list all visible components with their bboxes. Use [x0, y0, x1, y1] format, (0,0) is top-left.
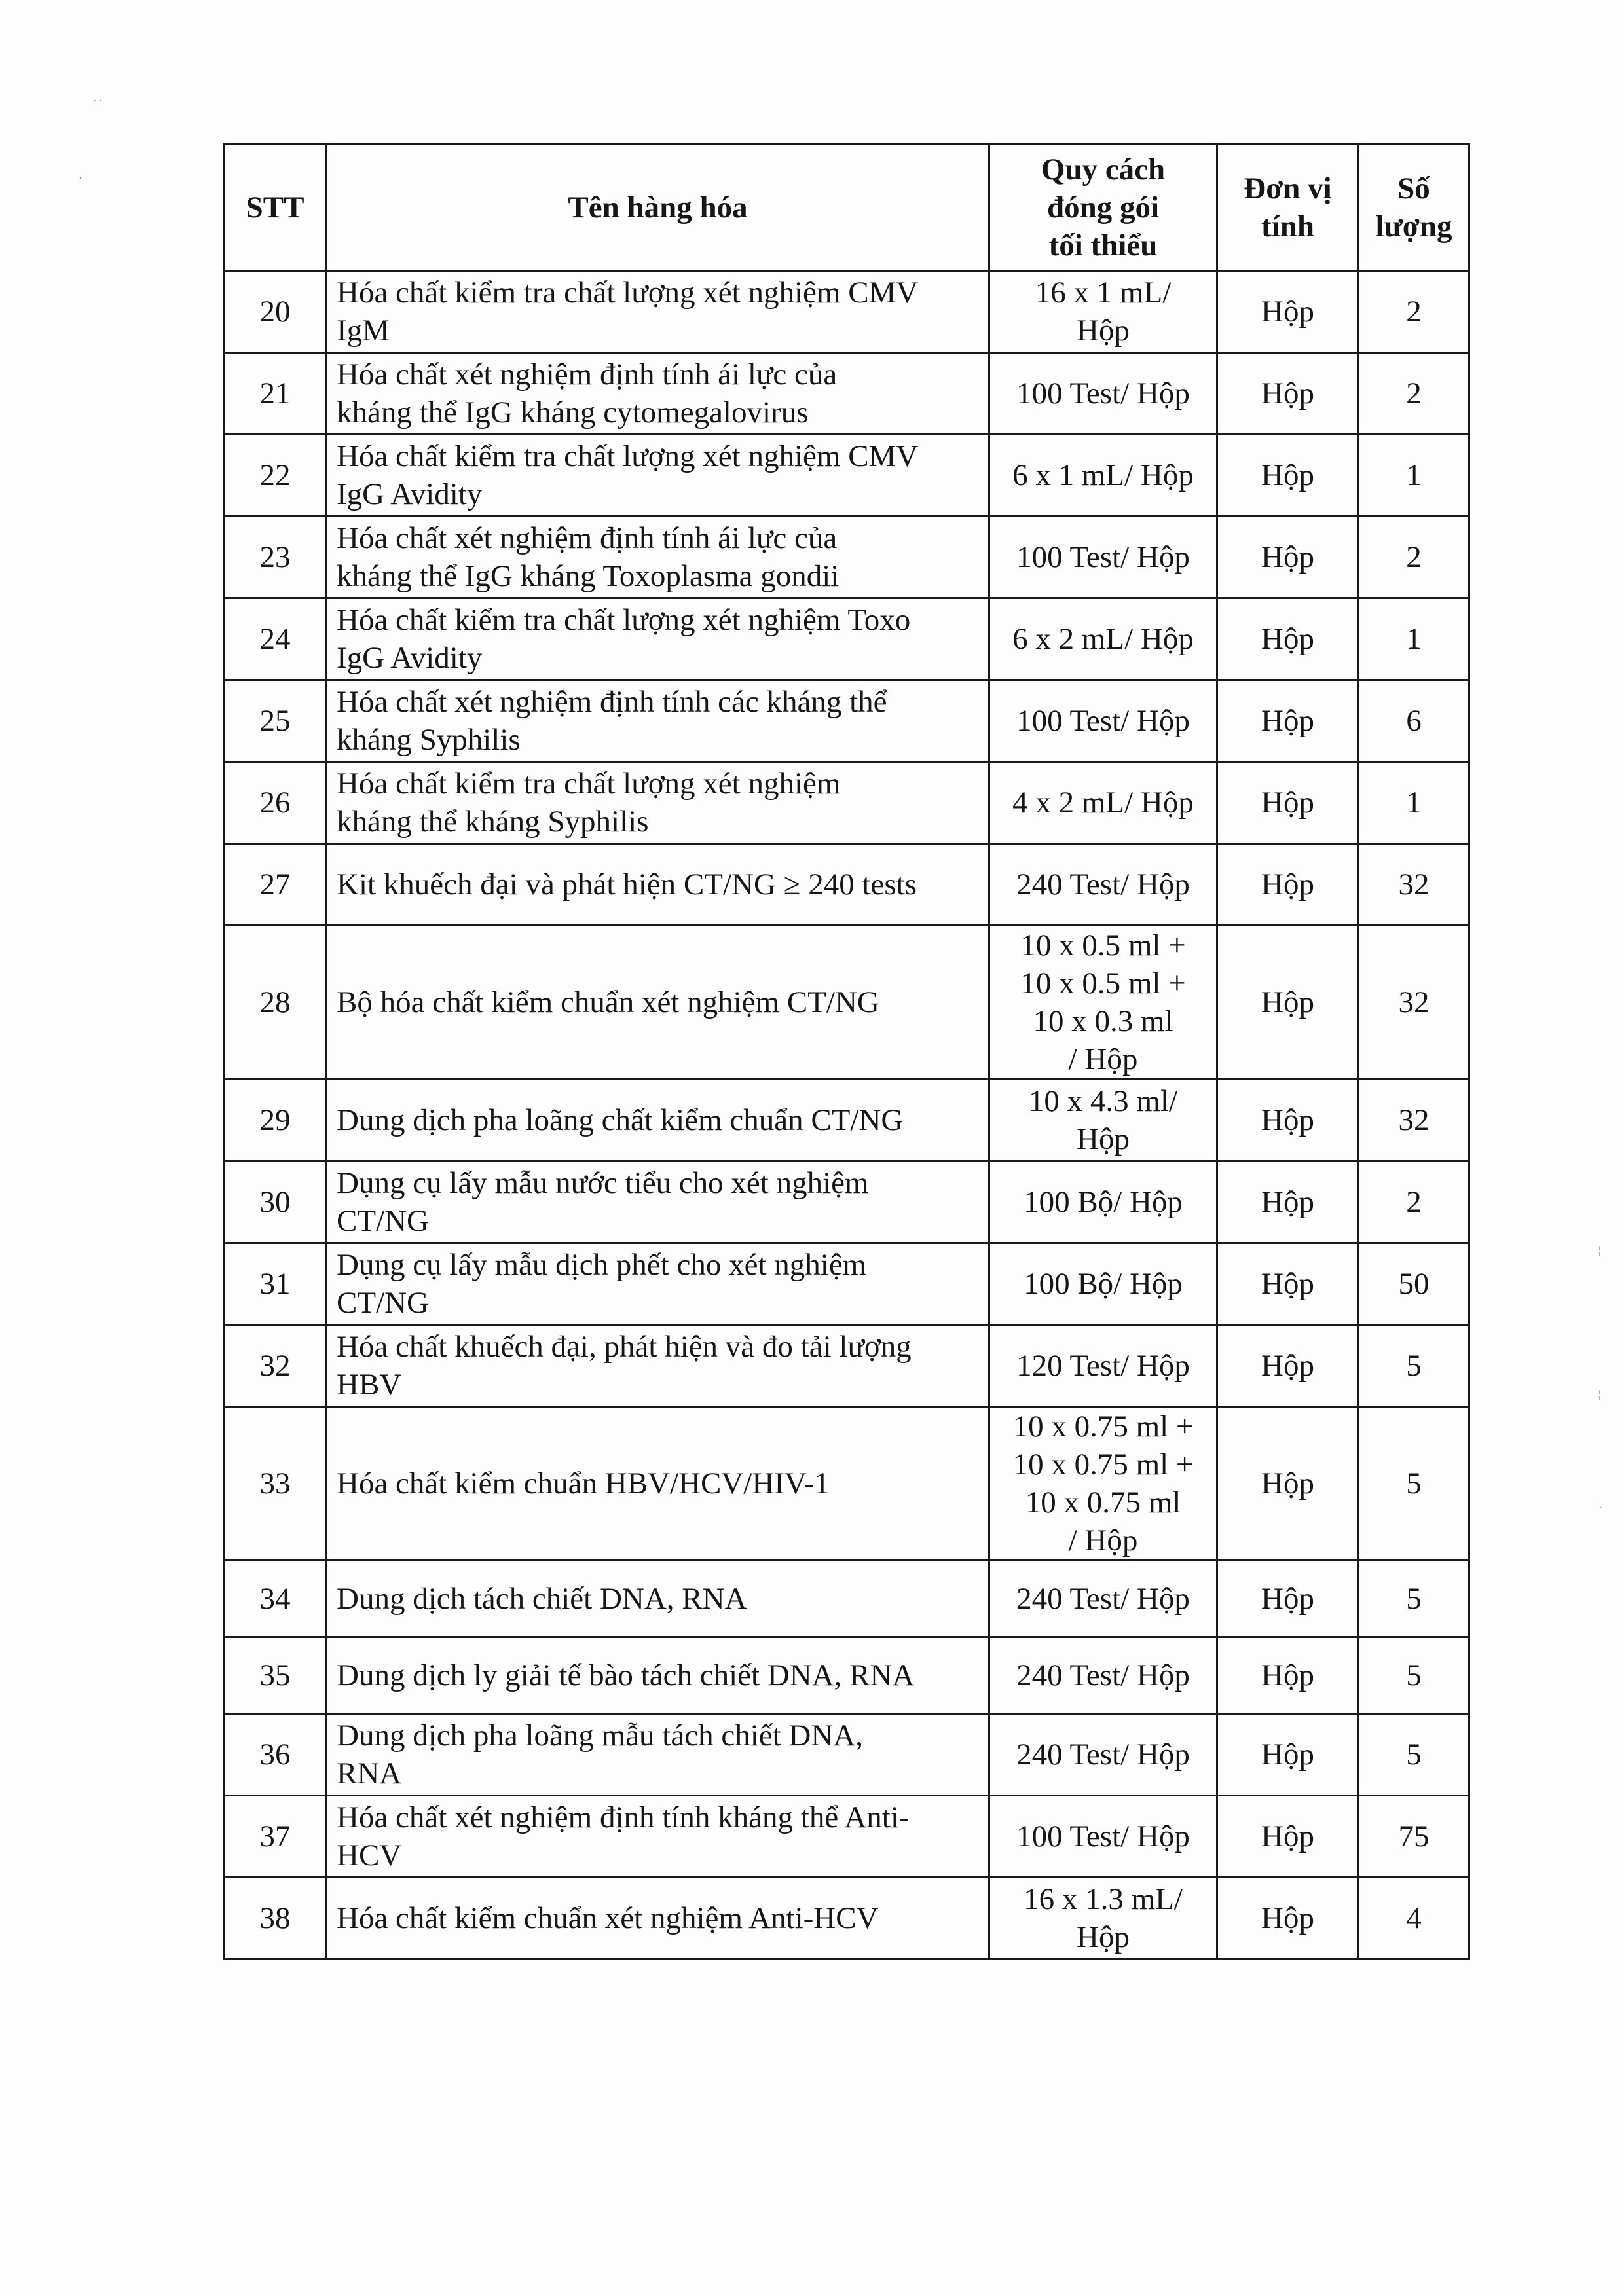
header-unit: Đơn vị tính — [1217, 144, 1359, 271]
row-packaging-text: 4 x 2 mL/ Hộp — [1012, 786, 1194, 820]
row-name-cell — [327, 926, 989, 1080]
row-unit-text: Hộp — [1261, 458, 1314, 492]
row-quantity-text: 5 — [1406, 1467, 1422, 1501]
row-unit-cell — [1217, 1561, 1359, 1637]
table-body — [224, 271, 1469, 1959]
row-name-text: Kit khuếch đại và phát hiện CT/NG ≥ 240 tests — [337, 867, 917, 902]
table-row — [224, 1325, 1469, 1407]
row-quantity-text: 6 — [1406, 704, 1422, 738]
table-row — [224, 1878, 1469, 1959]
row-quantity-cell — [1359, 844, 1469, 926]
row-packaging-cell — [989, 1161, 1217, 1243]
row-stt-cell — [224, 353, 327, 435]
row-name-cell — [327, 271, 989, 353]
row-stt-cell — [224, 435, 327, 517]
row-stt-text: 30 — [259, 1185, 291, 1219]
row-name-cell — [327, 353, 989, 435]
row-quantity-text: 1 — [1406, 786, 1422, 820]
row-name-cell — [327, 844, 989, 926]
table-row — [224, 1161, 1469, 1243]
table-row — [224, 353, 1469, 435]
row-stt-cell — [224, 844, 327, 926]
table-row — [224, 680, 1469, 762]
row-stt-text: 20 — [259, 295, 291, 329]
row-unit-text: Hộp — [1261, 1901, 1314, 1935]
row-quantity-text: 32 — [1398, 867, 1430, 902]
row-quantity-cell — [1359, 1407, 1469, 1561]
row-quantity-text: 1 — [1406, 458, 1422, 492]
table-row — [224, 271, 1469, 353]
row-stt-cell — [224, 926, 327, 1080]
row-packaging-text: 240 Test/ Hộp — [1016, 1582, 1190, 1616]
row-unit-cell — [1217, 844, 1359, 926]
row-packaging-cell — [989, 844, 1217, 926]
row-unit-cell — [1217, 926, 1359, 1080]
row-stt-text: 34 — [259, 1582, 291, 1616]
table-row — [224, 1561, 1469, 1637]
row-quantity-text: 32 — [1398, 985, 1430, 1019]
row-quantity-text: 5 — [1406, 1349, 1422, 1383]
table-header-row — [224, 144, 1469, 271]
row-stt-cell — [224, 1407, 327, 1561]
row-unit-cell — [1217, 1878, 1359, 1959]
row-quantity-text: 2 — [1406, 1185, 1422, 1219]
row-name-text: Dung dịch tách chiết DNA, RNA — [337, 1582, 747, 1616]
row-name-text: Hóa chất kiểm tra chất lượng xét nghiệm CMV IgG Avidity — [337, 439, 919, 511]
row-quantity-cell — [1359, 1878, 1469, 1959]
row-quantity-cell — [1359, 1243, 1469, 1325]
row-name-text: Dụng cụ lấy mẫu dịch phết cho xét nghiệm CT/NG — [337, 1248, 867, 1320]
row-name-cell — [327, 435, 989, 517]
row-name-text: Hóa chất khuếch đại, phát hiện và đo tải lượng HBV — [337, 1330, 912, 1402]
row-quantity-cell — [1359, 271, 1469, 353]
row-stt-cell — [224, 1714, 327, 1796]
row-stt-text: 33 — [259, 1467, 291, 1501]
row-name-cell — [327, 680, 989, 762]
header-stt: STT — [224, 144, 327, 271]
row-quantity-text: 32 — [1398, 1103, 1430, 1137]
row-name-text: Hóa chất kiểm chuẩn xét nghiệm Anti-HCV — [337, 1901, 879, 1935]
row-packaging-text: 240 Test/ Hộp — [1016, 1738, 1190, 1772]
row-quantity-text: 75 — [1398, 1819, 1430, 1853]
row-packaging-text: 100 Bộ/ Hộp — [1024, 1267, 1183, 1301]
row-unit-text: Hộp — [1261, 295, 1314, 329]
scan-speck: · — [79, 172, 83, 185]
row-quantity-cell — [1359, 762, 1469, 844]
row-unit-text: Hộp — [1261, 1582, 1314, 1616]
table-row — [224, 762, 1469, 844]
row-quantity-cell — [1359, 1561, 1469, 1637]
row-name-text: Dung dịch pha loãng chất kiểm chuẩn CT/NG — [337, 1103, 904, 1137]
row-unit-cell — [1217, 435, 1359, 517]
row-packaging-cell — [989, 1325, 1217, 1407]
row-stt-cell — [224, 1561, 327, 1637]
row-stt-cell — [224, 598, 327, 680]
row-unit-cell — [1217, 1243, 1359, 1325]
row-unit-cell — [1217, 1161, 1359, 1243]
row-quantity-text: 4 — [1406, 1901, 1422, 1935]
row-name-text: Hóa chất kiểm tra chất lượng xét nghiệm Toxo IgG Avidity — [337, 603, 911, 675]
row-unit-cell — [1217, 598, 1359, 680]
row-packaging-cell — [989, 762, 1217, 844]
row-quantity-cell — [1359, 598, 1469, 680]
row-stt-cell — [224, 1325, 327, 1407]
row-quantity-cell — [1359, 1796, 1469, 1878]
row-quantity-cell — [1359, 435, 1469, 517]
row-stt-text: 21 — [259, 376, 291, 410]
goods-table — [223, 143, 1470, 1960]
table-row — [224, 1407, 1469, 1561]
row-quantity-cell — [1359, 680, 1469, 762]
row-quantity-text: 50 — [1398, 1267, 1430, 1301]
row-unit-text: Hộp — [1261, 1738, 1314, 1772]
row-stt-cell — [224, 517, 327, 598]
row-packaging-cell — [989, 598, 1217, 680]
row-name-cell — [327, 1714, 989, 1796]
table-row — [224, 517, 1469, 598]
row-packaging-text: 100 Test/ Hộp — [1016, 704, 1190, 738]
row-stt-cell — [224, 1796, 327, 1878]
header-quantity: Số lượng — [1359, 144, 1469, 271]
row-unit-text: Hộp — [1261, 1267, 1314, 1301]
row-stt-text: 31 — [259, 1267, 291, 1301]
table-row — [224, 1637, 1469, 1714]
table-row — [224, 844, 1469, 926]
row-unit-cell — [1217, 1637, 1359, 1714]
scan-speck: ˙˙ — [92, 98, 103, 112]
row-name-cell — [327, 1325, 989, 1407]
row-stt-cell — [224, 762, 327, 844]
row-stt-text: 29 — [259, 1103, 291, 1137]
row-packaging-text: 16 x 1.3 mL/ Hộp — [1024, 1882, 1183, 1954]
table-row — [224, 1080, 1469, 1161]
scan-speck: ˙ — [1598, 1506, 1604, 1520]
row-name-text: Hóa chất xét nghiệm định tính ái lực của kháng thể IgG kháng cytomegalovirus — [337, 357, 838, 429]
row-unit-cell — [1217, 762, 1359, 844]
row-quantity-text: 5 — [1406, 1582, 1422, 1616]
row-stt-cell — [224, 271, 327, 353]
row-quantity-text: 5 — [1406, 1658, 1422, 1692]
row-unit-cell — [1217, 1325, 1359, 1407]
row-quantity-cell — [1359, 926, 1469, 1080]
row-unit-text: Hộp — [1261, 1819, 1314, 1853]
row-quantity-cell — [1359, 1325, 1469, 1407]
row-packaging-cell — [989, 1080, 1217, 1161]
row-stt-cell — [224, 1878, 327, 1959]
row-quantity-cell — [1359, 517, 1469, 598]
row-packaging-cell — [989, 271, 1217, 353]
row-stt-cell — [224, 1161, 327, 1243]
row-name-text: Hóa chất kiểm tra chất lượng xét nghiệm CMV IgM — [337, 276, 919, 348]
row-packaging-cell — [989, 353, 1217, 435]
row-packaging-cell — [989, 517, 1217, 598]
table-row — [224, 435, 1469, 517]
table-row — [224, 1243, 1469, 1325]
row-stt-text: 32 — [259, 1349, 291, 1383]
row-packaging-text: 100 Test/ Hộp — [1016, 376, 1190, 410]
row-packaging-cell — [989, 680, 1217, 762]
row-packaging-cell — [989, 435, 1217, 517]
row-stt-text: 23 — [259, 540, 291, 574]
row-packaging-text: 10 x 0.5 ml + 10 x 0.5 ml + 10 x 0.3 ml / Hộp — [1020, 928, 1186, 1076]
row-unit-text: Hộp — [1261, 985, 1314, 1019]
row-packaging-text: 240 Test/ Hộp — [1016, 1658, 1190, 1692]
row-name-cell — [327, 1878, 989, 1959]
row-stt-text: 27 — [259, 867, 291, 902]
row-quantity-text: 2 — [1406, 295, 1422, 329]
row-stt-text: 35 — [259, 1658, 291, 1692]
row-packaging-cell — [989, 1407, 1217, 1561]
table-row — [224, 598, 1469, 680]
row-unit-text: Hộp — [1261, 1467, 1314, 1501]
row-quantity-text: 5 — [1406, 1738, 1422, 1772]
row-stt-text: 37 — [259, 1819, 291, 1853]
row-packaging-text: 10 x 4.3 ml/ Hộp — [1028, 1084, 1178, 1156]
row-quantity-cell — [1359, 1637, 1469, 1714]
row-stt-text: 28 — [259, 985, 291, 1019]
row-quantity-text: 1 — [1406, 622, 1422, 656]
row-name-text: Hóa chất xét nghiệm định tính kháng thể Anti- HCV — [337, 1800, 910, 1872]
row-unit-cell — [1217, 353, 1359, 435]
row-name-text: Hóa chất kiểm chuẩn HBV/HCV/HIV-1 — [337, 1467, 830, 1501]
row-name-cell — [327, 1561, 989, 1637]
row-quantity-cell — [1359, 1714, 1469, 1796]
table-row — [224, 926, 1469, 1080]
row-stt-text: 24 — [259, 622, 291, 656]
row-stt-cell — [224, 680, 327, 762]
row-name-cell — [327, 1080, 989, 1161]
scan-speck: ¦ — [1598, 1388, 1602, 1402]
row-unit-text: Hộp — [1261, 1103, 1314, 1137]
row-name-cell — [327, 1243, 989, 1325]
row-name-cell — [327, 598, 989, 680]
table-row — [224, 1714, 1469, 1796]
row-packaging-cell — [989, 926, 1217, 1080]
row-unit-text: Hộp — [1261, 704, 1314, 738]
row-unit-cell — [1217, 680, 1359, 762]
row-name-text: Dung dịch ly giải tế bào tách chiết DNA, RNA — [337, 1658, 915, 1692]
row-unit-text: Hộp — [1261, 786, 1314, 820]
table-row — [224, 1796, 1469, 1878]
row-quantity-text: 2 — [1406, 376, 1422, 410]
row-packaging-cell — [989, 1714, 1217, 1796]
row-stt-text: 25 — [259, 704, 291, 738]
row-packaging-text: 100 Test/ Hộp — [1016, 1819, 1190, 1853]
row-unit-text: Hộp — [1261, 622, 1314, 656]
row-stt-cell — [224, 1637, 327, 1714]
row-stt-cell — [224, 1080, 327, 1161]
row-unit-cell — [1217, 1714, 1359, 1796]
scan-speck: ¦ — [1598, 1244, 1602, 1258]
row-stt-text: 26 — [259, 786, 291, 820]
row-packaging-text: 100 Test/ Hộp — [1016, 540, 1190, 574]
row-name-text: Dung dịch pha loãng mẫu tách chiết DNA, RNA — [337, 1719, 864, 1791]
row-packaging-cell — [989, 1561, 1217, 1637]
row-stt-cell — [224, 1243, 327, 1325]
row-name-text: Dụng cụ lấy mẫu nước tiểu cho xét nghiệm CT/NG — [337, 1166, 869, 1238]
row-packaging-text: 10 x 0.75 ml + 10 x 0.75 ml + 10 x 0.75 ml / Hộp — [1012, 1410, 1194, 1558]
row-unit-cell — [1217, 1796, 1359, 1878]
row-name-text: Hóa chất kiểm tra chất lượng xét nghiệm kháng thể kháng Syphilis — [337, 767, 841, 839]
row-packaging-cell — [989, 1637, 1217, 1714]
row-packaging-cell — [989, 1243, 1217, 1325]
row-stt-text: 38 — [259, 1901, 291, 1935]
row-quantity-cell — [1359, 1080, 1469, 1161]
row-packaging-cell — [989, 1878, 1217, 1959]
row-quantity-text: 2 — [1406, 540, 1422, 574]
row-name-cell — [327, 762, 989, 844]
row-packaging-text: 240 Test/ Hộp — [1016, 867, 1190, 902]
row-packaging-text: 6 x 2 mL/ Hộp — [1012, 622, 1194, 656]
row-name-text: Hóa chất xét nghiệm định tính các kháng thể kháng Syphilis — [337, 685, 887, 757]
row-packaging-text: 6 x 1 mL/ Hộp — [1012, 458, 1194, 492]
row-unit-cell — [1217, 517, 1359, 598]
row-packaging-cell — [989, 1796, 1217, 1878]
row-name-cell — [327, 1796, 989, 1878]
header-name: Tên hàng hóa — [327, 144, 989, 271]
row-unit-text: Hộp — [1261, 1658, 1314, 1692]
row-unit-text: Hộp — [1261, 1349, 1314, 1383]
row-unit-cell — [1217, 1407, 1359, 1561]
row-name-cell — [327, 1407, 989, 1561]
row-name-text: Bộ hóa chất kiểm chuẩn xét nghiệm CT/NG — [337, 985, 879, 1019]
row-quantity-cell — [1359, 1161, 1469, 1243]
row-name-cell — [327, 517, 989, 598]
row-unit-text: Hộp — [1261, 376, 1314, 410]
row-stt-text: 22 — [259, 458, 291, 492]
row-unit-cell — [1217, 271, 1359, 353]
row-quantity-cell — [1359, 353, 1469, 435]
row-unit-text: Hộp — [1261, 540, 1314, 574]
row-packaging-text: 16 x 1 mL/ Hộp — [1035, 276, 1172, 348]
row-stt-text: 36 — [259, 1738, 291, 1772]
row-packaging-text: 120 Test/ Hộp — [1016, 1349, 1190, 1383]
row-packaging-text: 100 Bộ/ Hộp — [1024, 1185, 1183, 1219]
row-unit-text: Hộp — [1261, 1185, 1314, 1219]
row-name-cell — [327, 1161, 989, 1243]
row-unit-cell — [1217, 1080, 1359, 1161]
row-name-text: Hóa chất xét nghiệm định tính ái lực của kháng thể IgG kháng Toxoplasma gondii — [337, 521, 840, 593]
row-name-cell — [327, 1637, 989, 1714]
header-packaging: Quy cách đóng gói tối thiểu — [989, 144, 1217, 271]
row-unit-text: Hộp — [1261, 867, 1314, 902]
